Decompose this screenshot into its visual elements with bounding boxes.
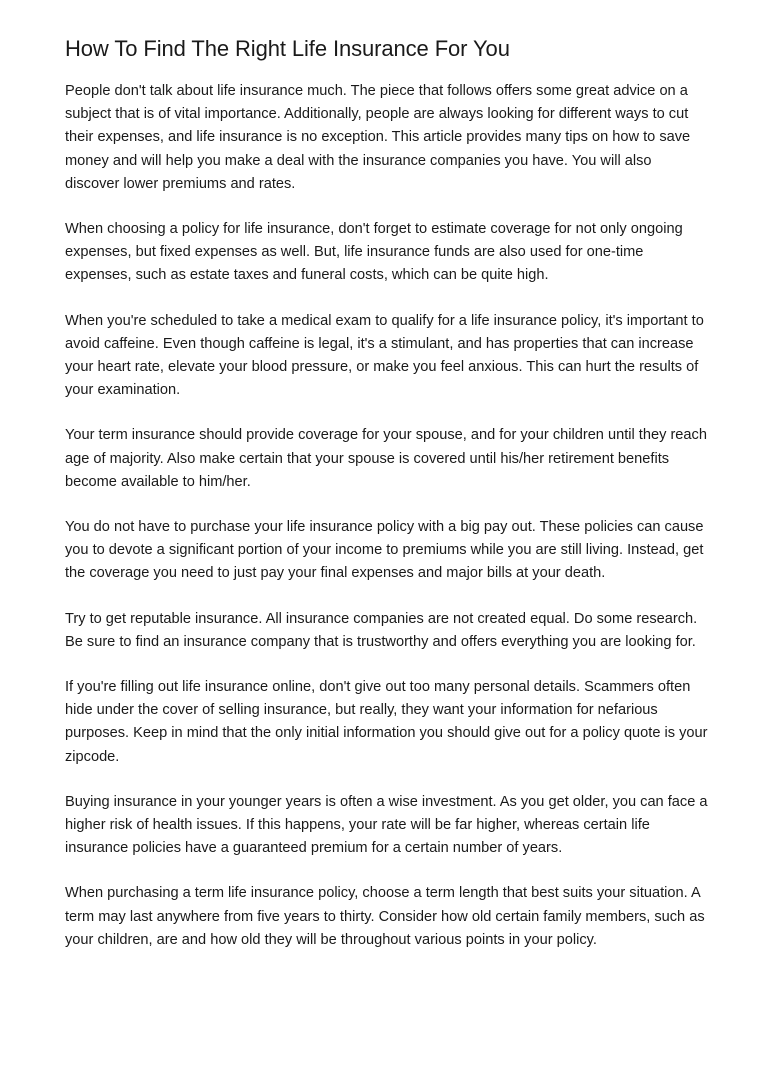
paragraph-medical-exam: When you're scheduled to take a medical exam to qualify for a life insurance policy, it's important to avoid caffeine. Even though caffeine is legal, it's a stimulant, and has properties that can increase your heart rate, elevate your blood pressure, or make you feel anxious. This can hurt the results of your examination. bbox=[65, 312, 704, 399]
paragraph-term-length: When purchasing a term life insurance policy, choose a term length that best suits your situation. A term may last anywhere from five years to thirty. Consider how old certain family members, such as your children, are and how old they will be throughout various points in your policy. bbox=[65, 885, 705, 948]
paragraph-estimate-coverage: When choosing a policy for life insurance, don't forget to estimate coverage for not only ongoing expenses, but fixed expenses as well. But, life insurance funds are also used for one-time expenses, such as estate taxes and funeral costs, which can be quite high. bbox=[65, 221, 683, 284]
document-title: How To Find The Right Life Insurance For You bbox=[65, 36, 510, 61]
paragraph-intro: People don't talk about life insurance much. The piece that follows offers some great advice on a subject that is of vital importance. Additionally, people are always looking for different ways to cut their expenses, and life insurance is no exception. This article provides many tips on how to save money and will help you make a deal with the insurance companies you have. You will also discover lower premiums and rates. bbox=[65, 83, 691, 192]
paragraph-term-insurance-spouse: Your term insurance should provide coverage for your spouse, and for your children until they reach age of majority. Also make certain that your spouse is covered until his/her retirement benefits become available to him/her. bbox=[65, 427, 707, 490]
paragraph-online-details: If you're filling out life insurance online, don't give out too many personal details. Scammers often hide under the cover of selling insurance, but really, they want your information for nefarious purposes. Keep in mind that the only initial information you should give out for a policy quote is your zipcode. bbox=[65, 679, 708, 765]
paragraph-pay-out: You do not have to purchase your life insurance policy with a big pay out. These policies can cause you to devote a significant portion of your income to premiums while you are still living. Instead, get the coverage you need to just pay your final expenses and major bills at your death. bbox=[65, 519, 704, 582]
paragraph-younger-years: Buying insurance in your younger years is often a wise investment. As you get older, you can face a higher risk of health issues. If this happens, your rate will be far higher, whereas certain life insurance policies have a guaranteed premium for a certain number of years. bbox=[65, 793, 708, 857]
paragraph-reputable-insurance: Try to get reputable insurance. All insurance companies are not created equal. Do some research. Be sure to find an insurance company that is trustworthy and offers everything you are looking for. bbox=[65, 610, 698, 650]
